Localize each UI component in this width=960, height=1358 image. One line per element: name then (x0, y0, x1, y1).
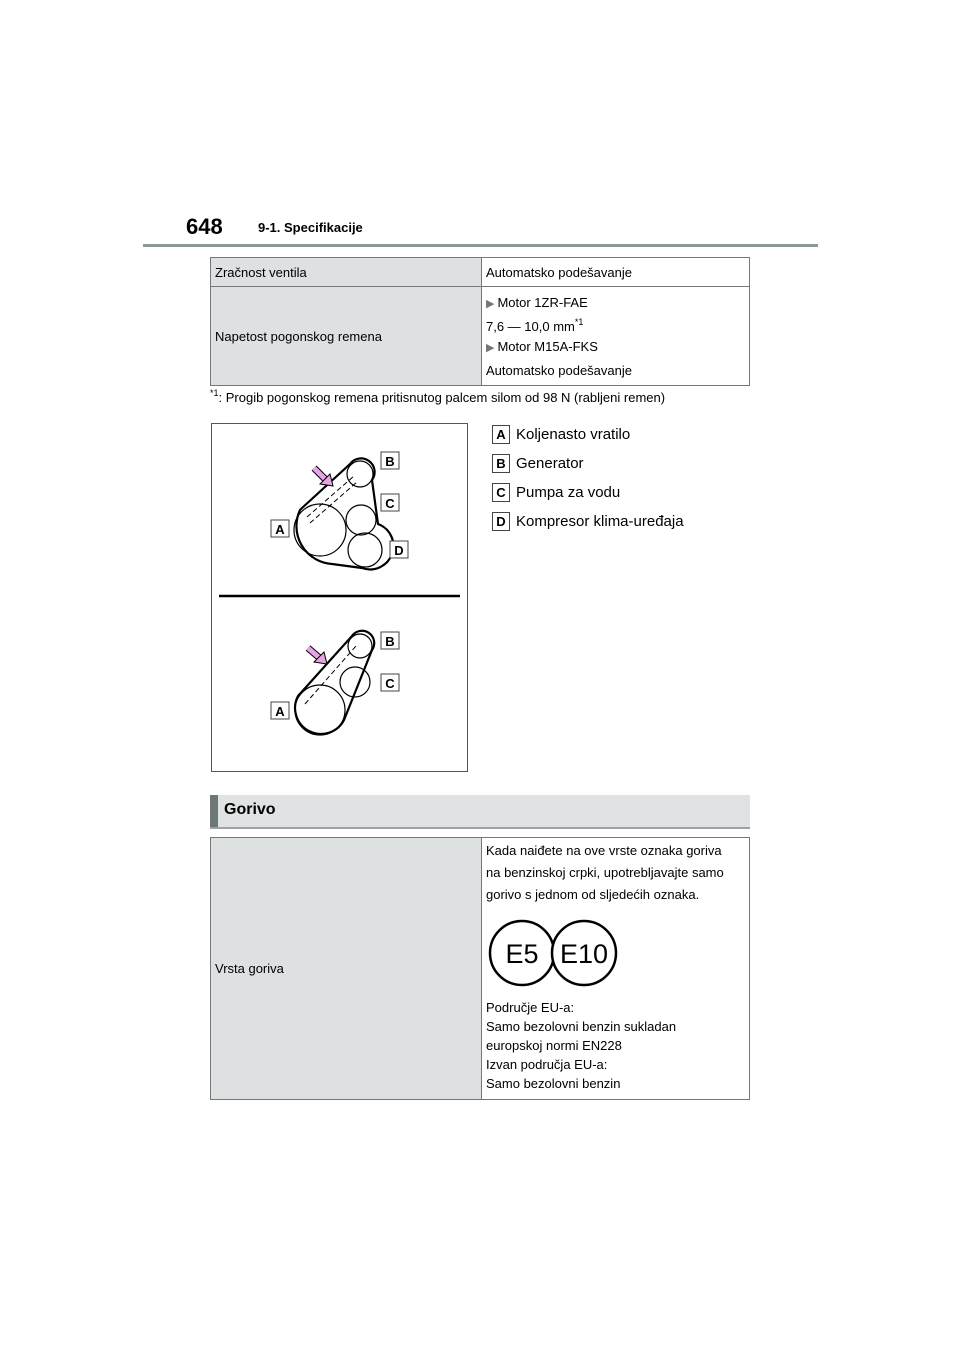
arrow-icon (314, 468, 333, 486)
table-cell-value (482, 287, 750, 386)
diagram-legend (492, 420, 684, 536)
engine-row (486, 339, 745, 356)
drive-belt (296, 458, 393, 569)
label-c-lower (381, 674, 399, 691)
fuel-intro-line: gorivo s jednom od sljedećih oznaka. (486, 887, 700, 902)
fuel-logo-text: E5 (505, 939, 539, 969)
label-text: D (394, 543, 404, 558)
belt-diagram-svg (212, 424, 467, 771)
arrow-icon (308, 648, 327, 664)
section-title: 9-1. Specifikacije (258, 220, 363, 235)
label-text: A (275, 704, 285, 719)
gorivo-heading (210, 795, 750, 829)
pulley-ac-compressor (348, 533, 382, 567)
label-text: B (385, 634, 395, 649)
value-row: Automatsko podešavanje (486, 362, 632, 378)
label-c-upper (381, 494, 399, 511)
header-divider (143, 244, 818, 247)
legend-item (492, 449, 684, 478)
belt-diagram (211, 423, 468, 772)
fuel-note-line: Samo bezolovni benzin (486, 1076, 621, 1091)
fuel-note-line: europskoj normi EN228 (486, 1038, 622, 1053)
footnote-marker: *1 (210, 388, 219, 398)
fuel-logos (486, 918, 745, 988)
label-d-upper (390, 541, 408, 558)
legend-item (492, 420, 684, 449)
fuel-intro-line: na benzinskoj crpki, upotrebljavajte samo (486, 865, 724, 880)
legend-letter: A (492, 425, 510, 444)
label-text: A (275, 522, 285, 537)
table-row (211, 258, 750, 287)
legend-item (492, 478, 684, 507)
fuel-note-line: Izvan područja EU-a: (486, 1057, 608, 1072)
table-cell-label: Vrsta goriva (211, 838, 482, 1100)
label-a-lower (271, 702, 289, 719)
value-row (486, 316, 745, 335)
fuel-logos-svg (486, 918, 626, 988)
legend-text: Koljenasto vratilo (516, 426, 631, 443)
legend-text: Pumpa za vodu (516, 484, 621, 501)
fuel-logo-text: E10 (559, 939, 609, 969)
table-cell-label: Zračnost ventila (211, 258, 482, 287)
label-text: B (385, 454, 395, 469)
tension-value: 7,6 — 10,0 mm (486, 318, 575, 334)
fuel-intro-line: Kada naiđete na ove vrste oznaka goriva (486, 843, 722, 858)
table-row (211, 287, 750, 386)
legend-letter: B (492, 454, 510, 473)
footnote-marker: *1 (574, 316, 584, 327)
page-number: 648 (186, 214, 223, 239)
label-a-upper (271, 520, 289, 537)
belt-layout-upper (294, 458, 393, 569)
label-b-lower (381, 632, 399, 649)
label-text: C (385, 496, 395, 511)
pulley-crankshaft (294, 504, 346, 556)
legend-text: Kompresor klima-uređaja (516, 513, 684, 530)
e5-fuel-icon (490, 921, 554, 985)
pulley-generator (347, 461, 373, 487)
footnote-text: : Progib pogonskog remena pritisnutog palcem silom od 98 N (rabljeni remen) (218, 390, 666, 405)
table-cell-value: Automatsko podešavanje (482, 258, 750, 287)
table-cell-label: Napetost pogonskog remena (211, 287, 482, 386)
belt-deflection-line (310, 482, 357, 523)
fuel-note-line: Područje EU-a: (486, 1000, 575, 1015)
legend-letter: D (492, 512, 510, 531)
triangle-bullet-icon: ▶ (486, 341, 495, 354)
label-text: C (385, 676, 395, 691)
drive-belt (295, 631, 374, 734)
belt-layout-lower (295, 631, 374, 735)
pulley-water-pump (346, 505, 376, 535)
e10-fuel-icon (552, 921, 616, 985)
heading-marker (210, 795, 218, 827)
engine-name: Motor M15A-FKS (497, 338, 598, 354)
spec-table (210, 257, 750, 386)
heading-title: Gorivo (224, 801, 276, 818)
table-row (211, 838, 750, 1100)
legend-item (492, 507, 684, 536)
fuel-note-line: Samo bezolovni benzin sukladan (486, 1019, 677, 1034)
engine-name: Motor 1ZR-FAE (497, 294, 588, 310)
label-b-upper (381, 452, 399, 469)
fuel-table (210, 837, 750, 1100)
legend-letter: C (492, 483, 510, 502)
triangle-bullet-icon: ▶ (486, 297, 495, 310)
engine-row (486, 295, 745, 312)
legend-text: Generator (516, 455, 584, 472)
table-cell-value (482, 838, 750, 1100)
footnote (210, 390, 665, 405)
